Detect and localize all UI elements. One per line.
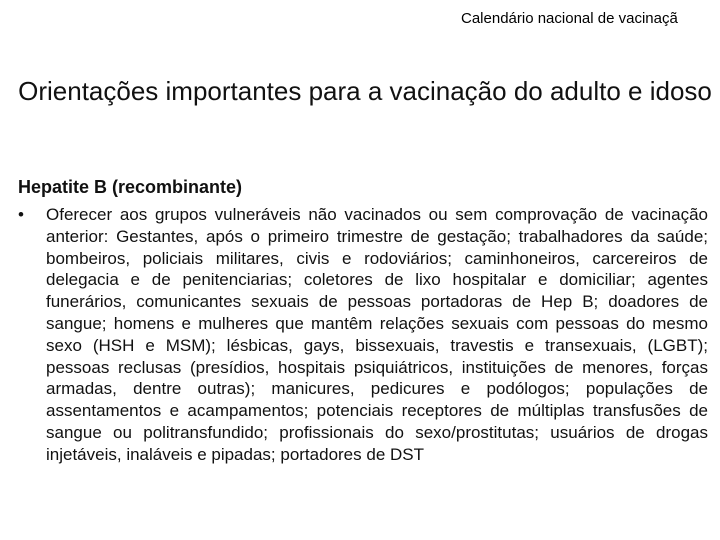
slide-title: Orientações importantes para a vacinação do adulto e idoso — [18, 76, 712, 106]
bullet-text: Oferecer aos grupos vulneráveis não vacinados ou sem comprovação de vacinação anterior: Gestantes, após o primeiro trimestre de gestação; trabalhadores da saúde; bombeiros, policiais militares, civis e rodoviários; caminhoneiros, carcereiros de delegacia e de penitenciarias; coletores de lixo hospitalar e domiciliar; agentes funerários, comunicantes sexuais de pessoas portadoras de Hep B; doadores de sangue; homens e mulheres que mantêm relações sexuais com pessoas do mesmo sexo (HSH e MSM); lésbicas, gays, bissexuais, travestis e transexuais, (LGBT); pessoas reclusas (presídios, hospitais psiquiátricos, instituições de menores, forças armadas, dentre outras); manicures, pedicures e podólogos; populações de assentamentos e acampamentos; potenciais receptores de múltiplas transfusões de sangue ou politransfundido; profissionais do sexo/prostitutas; usuários de drogas injetáveis, inaláveis e pipadas; portadores de DST — [46, 205, 708, 464]
section-heading: Hepatite B (recombinante) — [18, 177, 243, 197]
bullet-marker: • — [18, 205, 24, 224]
bullet-list — [18, 204, 708, 466]
bullet-item — [18, 204, 708, 466]
header-label: Calendário nacional de vacinaçã — [461, 10, 678, 27]
